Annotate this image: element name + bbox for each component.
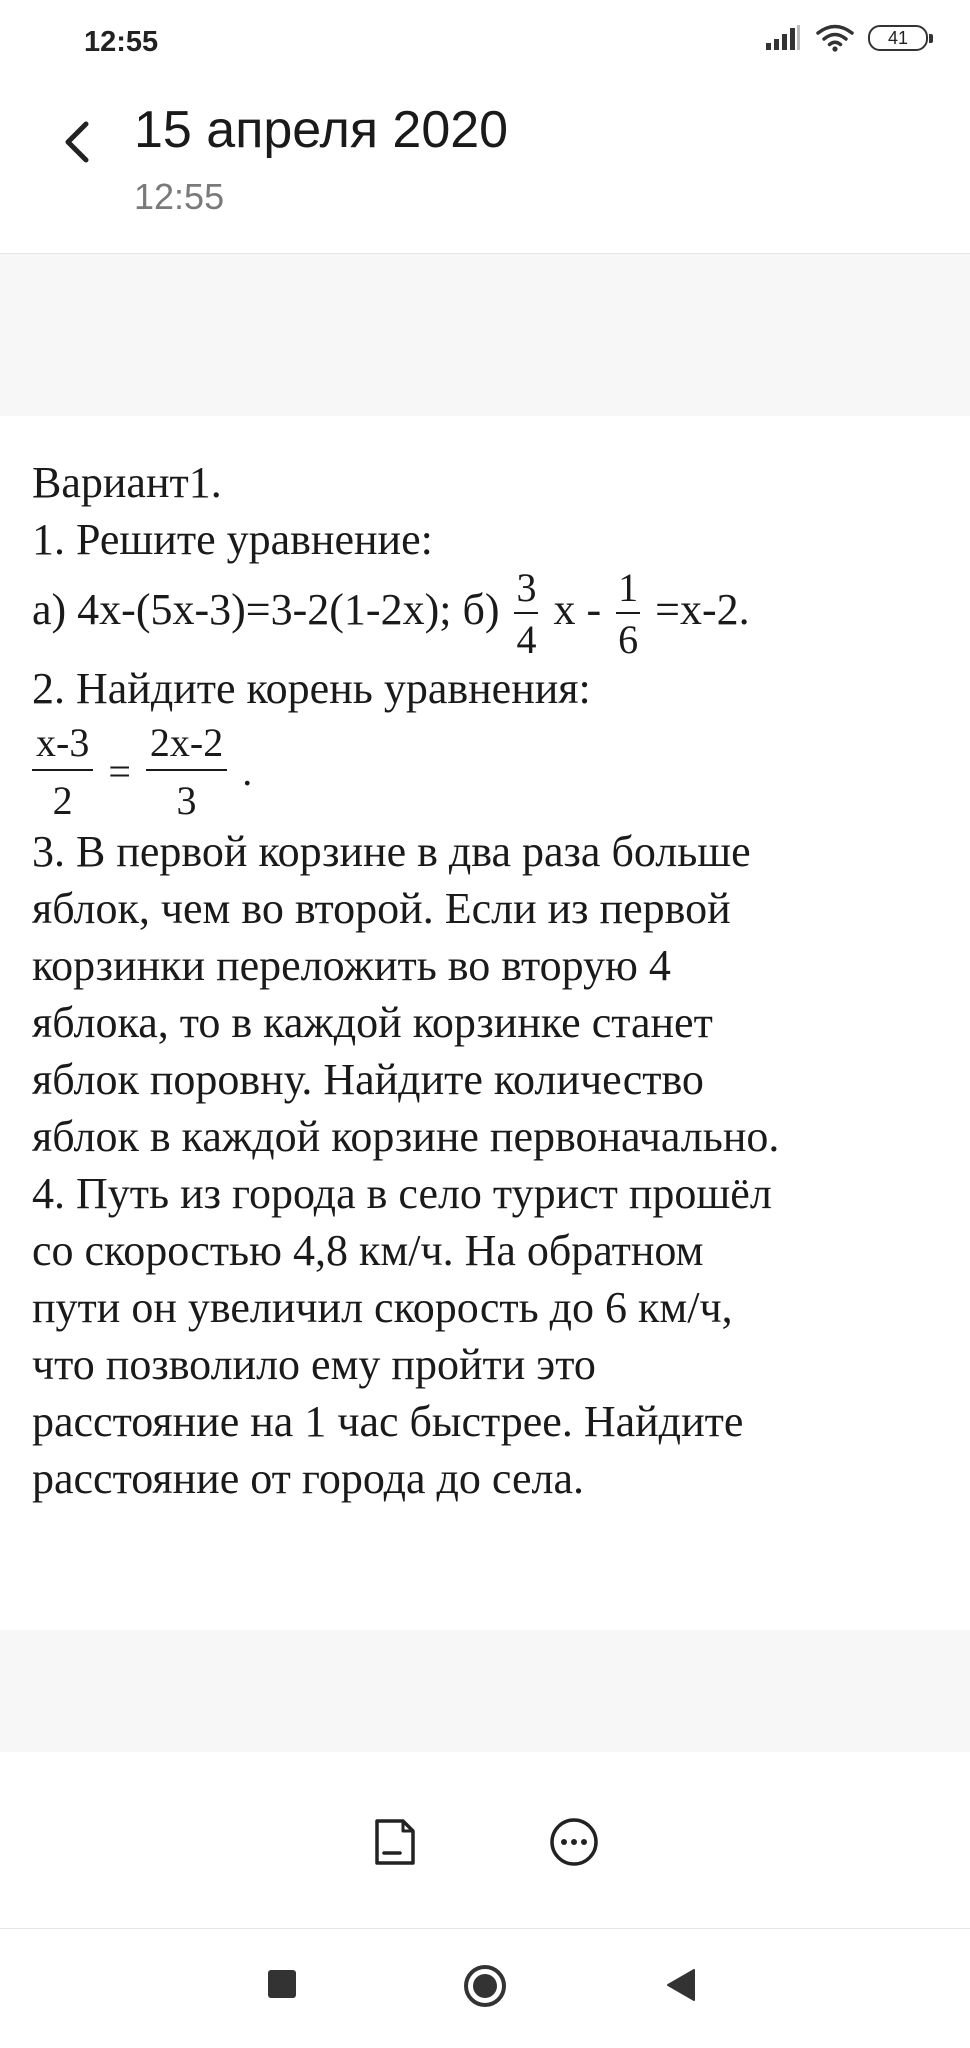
doc-line: расстояние от города до села. — [32, 1454, 584, 1503]
doc-line: яблок, чем во второй. Если из первой — [32, 884, 731, 933]
header — [0, 86, 970, 254]
doc-line: пути он увеличил скорость до 6 км/ч, — [32, 1283, 733, 1332]
fraction — [514, 565, 538, 662]
battery-level: 41 — [887, 28, 909, 48]
more-options-icon — [547, 1815, 601, 1869]
doc-line: со скоростью 4,8 км/ч. На обратном — [32, 1226, 704, 1275]
wifi-icon — [816, 24, 854, 52]
fraction-denominator: 4 — [516, 617, 537, 662]
equation-text: х - — [553, 585, 602, 635]
page-title: 15 апреля 2020 — [134, 101, 509, 159]
fraction-denominator: 3 — [176, 778, 197, 823]
action-bar — [0, 1752, 970, 1929]
status-time: 12:55 — [84, 26, 159, 58]
equals-sign: = — [108, 749, 131, 794]
doc-line: яблок в каждой корзине первоначально. — [32, 1112, 780, 1161]
doc-line: 1. Решите уравнение: — [32, 515, 433, 564]
fraction-denominator: 6 — [618, 617, 639, 662]
doc-line: расстояние на 1 час быстрее. Найдите — [32, 1397, 744, 1446]
back-button[interactable] — [52, 106, 112, 176]
fraction — [32, 720, 93, 823]
edit-note-icon — [367, 1815, 421, 1869]
doc-line: яблок поровну. Найдите количество — [32, 1055, 704, 1104]
fraction-numerator: х-3 — [32, 723, 93, 771]
back-nav-button[interactable] — [664, 1967, 698, 2008]
fraction-numerator: 1 — [616, 568, 640, 614]
system-nav-bar — [0, 1929, 970, 2048]
doc-line: что позволило ему пройти это — [32, 1340, 596, 1389]
square-icon — [266, 1967, 300, 2001]
fraction — [616, 565, 640, 662]
doc-line: Вариант1. — [32, 458, 222, 507]
document-text — [32, 454, 952, 1507]
chevron-left-icon — [52, 106, 112, 176]
home-button[interactable] — [462, 1963, 508, 2014]
document-image — [0, 416, 970, 1630]
equation-text: =х-2. — [655, 585, 750, 635]
signal-icon — [764, 25, 802, 51]
page-subtitle-time: 12:55 — [134, 176, 225, 217]
edit-button[interactable] — [367, 1815, 421, 1869]
doc-line: яблока, то в каждой корзинке станет — [32, 998, 713, 1047]
doc-line: 3. В первой корзине в два раза больше — [32, 827, 751, 876]
fraction — [146, 720, 227, 823]
equation-text: а) 4х-(5х-3)=3-2(1-2х); б) — [32, 585, 500, 635]
equation-period: . — [242, 749, 253, 794]
status-icons — [764, 24, 928, 52]
doc-line: 4. Путь из города в село турист прошёл — [32, 1169, 772, 1218]
recents-button[interactable] — [266, 1967, 300, 2006]
fraction-denominator: 2 — [52, 778, 73, 823]
equation-line-2 — [32, 720, 952, 823]
fraction-numerator: 2х-2 — [146, 723, 227, 771]
status-bar — [0, 0, 970, 86]
triangle-back-icon — [664, 1967, 698, 2003]
battery-icon — [868, 25, 928, 51]
doc-line: корзинки переложить во вторую 4 — [32, 941, 671, 990]
doc-line: 2. Найдите корень уравнения: — [32, 664, 591, 713]
home-circle-icon — [462, 1963, 508, 2009]
more-options-button[interactable] — [547, 1815, 601, 1869]
equation-line-1 — [32, 565, 952, 662]
fraction-numerator: 3 — [514, 568, 538, 614]
